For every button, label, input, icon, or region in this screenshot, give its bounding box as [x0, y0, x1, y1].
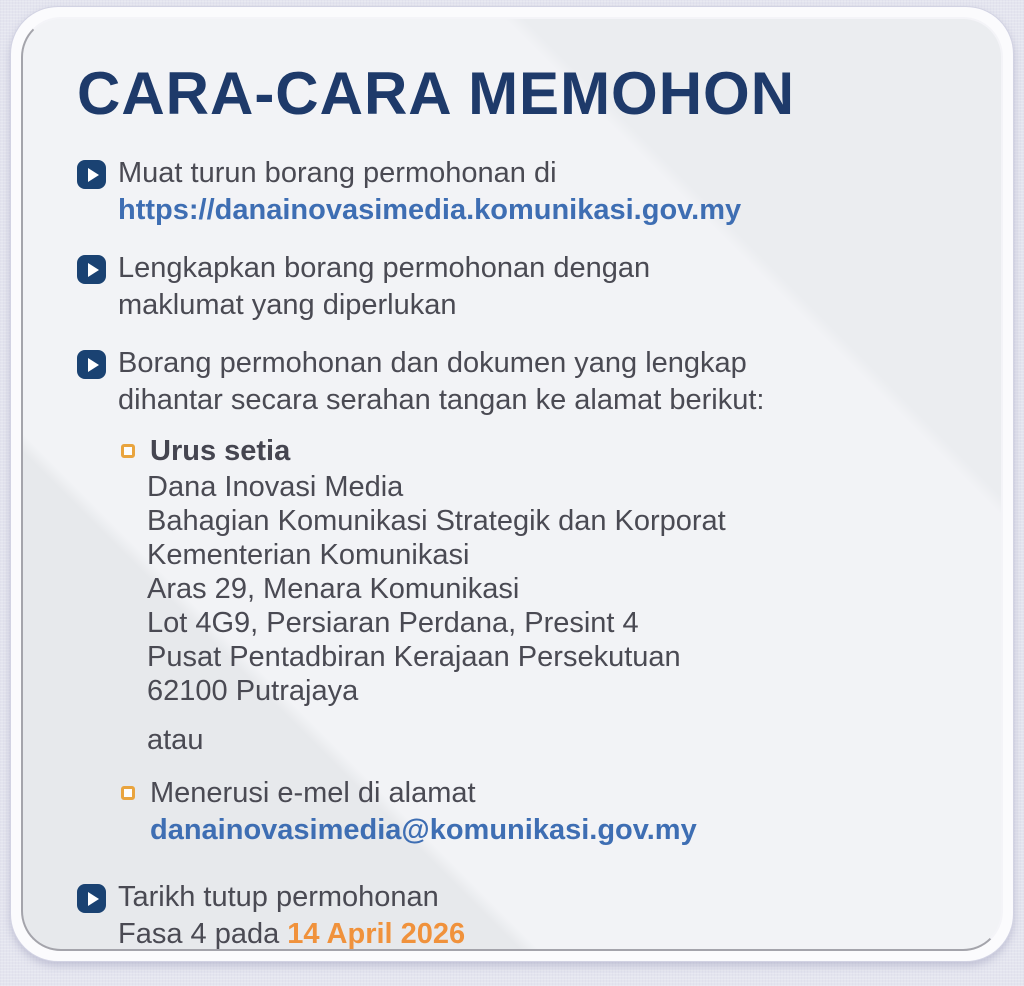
address-heading: Urus setia	[150, 435, 291, 467]
email-label: Menerusi e-mel di alamat	[150, 777, 476, 809]
play-icon	[77, 160, 106, 189]
closing-date-label: Tarikh tutup permohonan	[118, 881, 439, 913]
play-icon	[77, 884, 106, 913]
square-outline-icon	[121, 444, 135, 458]
closing-date-value: 14 April 2026	[287, 918, 466, 950]
step-2-line-1: Lengkapkan borang permohonan dengan	[118, 252, 651, 284]
play-icon	[77, 350, 106, 379]
email-row	[121, 775, 961, 849]
step-1	[77, 155, 961, 229]
address-block	[147, 470, 961, 708]
play-triangle	[88, 263, 99, 277]
address-line: Lot 4G9, Persiaran Perdana, Presint 4	[147, 607, 639, 639]
separator-text: atau	[147, 724, 204, 756]
closing-date-line	[118, 916, 465, 951]
step-3-line-1: Borang permohonan dan dokumen yang lengkap	[118, 347, 747, 379]
address-line: Kementerian Komunikasi	[147, 539, 470, 571]
address-section	[121, 433, 961, 849]
play-triangle	[88, 892, 99, 906]
application-form-link[interactable]: https://danainovasimedia.komunikasi.gov.my	[118, 194, 742, 226]
address-line: Pusat Pentadbiran Kerajaan Persekutuan	[147, 641, 681, 673]
step-2-line-2: maklumat yang diperlukan	[118, 289, 457, 321]
address-heading-row	[121, 433, 961, 470]
content-area	[23, 19, 1001, 951]
address-line: 62100 Putrajaya	[147, 675, 359, 707]
step-3	[77, 345, 961, 419]
step-4	[77, 879, 961, 951]
play-triangle	[88, 168, 99, 182]
poster-card	[10, 6, 1014, 962]
square-outline-icon	[121, 786, 135, 800]
address-line: Aras 29, Menara Komunikasi	[147, 573, 520, 605]
step-2	[77, 250, 961, 324]
step-3-line-2: dihantar secara serahan tangan ke alamat berikut:	[118, 384, 765, 416]
address-line: Bahagian Komunikasi Strategik dan Korporat	[147, 505, 726, 537]
closing-date-prefix: Fasa 4 pada	[118, 918, 288, 950]
address-line: Dana Inovasi Media	[147, 471, 404, 503]
play-triangle	[88, 358, 99, 372]
email-link[interactable]: danainovasimedia@komunikasi.gov.my	[150, 814, 697, 846]
page-title: CARA-CARA MEMOHON	[77, 60, 796, 127]
play-icon	[77, 255, 106, 284]
step-1-text: Muat turun borang permohonan di	[118, 157, 557, 189]
content-panel	[21, 17, 1003, 951]
